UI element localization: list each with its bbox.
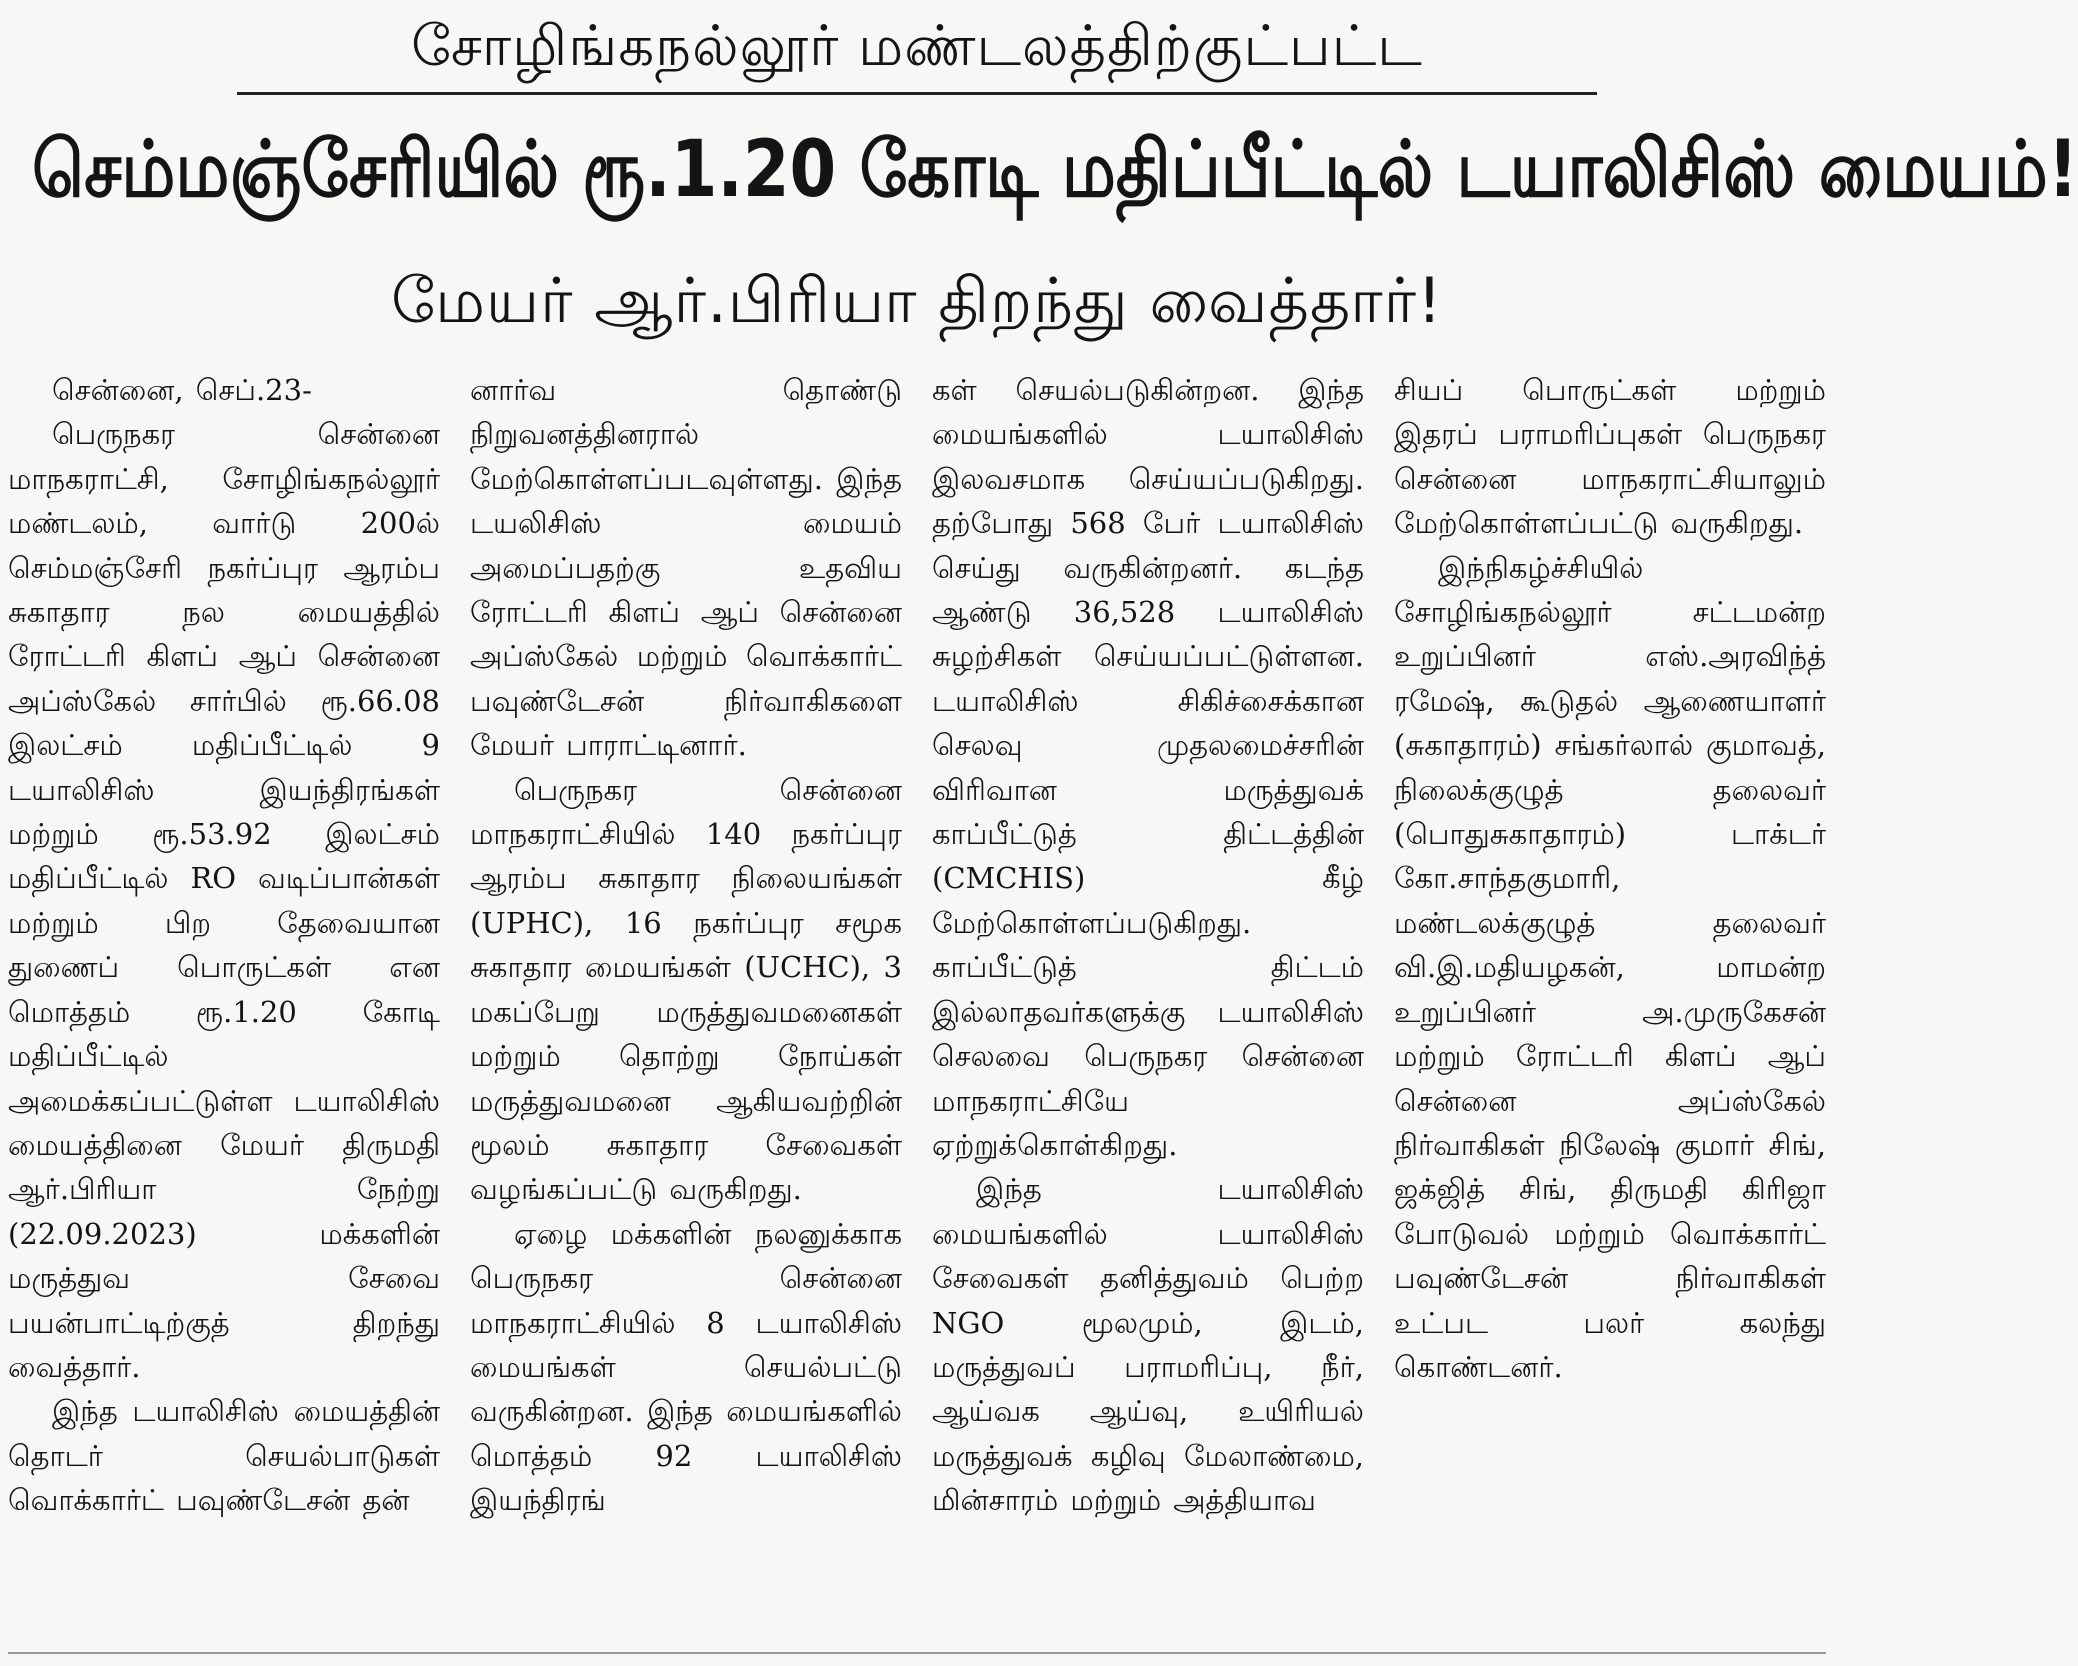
headline: செம்மஞ்சேரியில் ரூ.1.20 கோடி மதிப்பீட்டில் டயாலிசிஸ் மையம்! xyxy=(32,125,2078,215)
paragraph: இந்த டயாலிசிஸ் மையங்களில் டயாலிசிஸ் சேவைகள் தனித்துவம் பெற்ற NGO மூலமும், இடம், மருத்துவப் பராமரிப்பு, நீர், ஆய்வக ஆய்வு, உயிரியல் மருத்துவக் கழிவு மேலாண்மை, மின்சாரம் மற்றும் அத்தியாவ xyxy=(932,1172,1364,1518)
paragraph: ஏழை மக்களின் நலனுக்காக பெருநகர சென்னை மாநகராட்சியில் 8 டயாலிசிஸ் மையங்கள் செயல்பட்டு வருகின்றன. இந்த மையங்களில் மொத்தம் 92 டயாலிசிஸ் இயந்திரங் xyxy=(470,1216,902,1518)
subheadline: மேயர் ஆர்.பிரியா திறந்து வைத்தார்! xyxy=(391,264,1443,337)
column-4 xyxy=(1394,368,1826,1643)
paragraph: பெருநகர சென்னை மாநகராட்சி, சோழிங்கநல்லூர் மண்டலம், வார்டு 200ல் செம்மஞ்சேரி நகர்ப்புர ஆரம்ப சுகாதார நல மையத்தில் ரோட்டரி கிளப் ஆப் சென்னை அப்ஸ்கேல் சார்பில் ரூ.66.08 இலட்சம் மதிப்பீட்டில் 9 டயாலிசிஸ் இயந்திரங்கள் மற்றும் ரூ.53.92 இலட்சம் மதிப்பீட்டில் RO வடிப்பான்கள் மற்றும் பிற தேவையான துணைப் பொருட்கள் என மொத்தம் ரூ.1.20 கோடி மதிப்பீட்டில் அமைக்கப்பட்டுள்ள டயாலிசிஸ் மையத்தினை மேயர் திருமதி ஆர்.பிரியா நேற்று (22.09.2023) மக்களின் மருத்துவ சேவை பயன்பாட்டிற்குத் திறந்து வைத்தார். xyxy=(8,417,440,1384)
column-1 xyxy=(8,368,440,1643)
paragraph: னார்வ தொண்டு நிறுவனத்தினரால் மேற்கொள்ளப்படவுள்ளது. இந்த டயலிசிஸ் மையம் அமைப்பதற்கு உதவிய ரோட்டரி கிளப் ஆப் சென்னை அப்ஸ்கேல் மற்றும் வொக்கார்ட் பவுண்டேசன் நிர்வாகிகளை மேயர் பாராட்டினார். xyxy=(470,373,902,763)
paragraph: கள் செயல்படுகின்றன. இந்த மையங்களில் டயாலிசிஸ் இலவசமாக செய்யப்படுகிறது. தற்போது 568 பேர் டயாலிசிஸ் செய்து வருகின்றனர். கடந்த ஆண்டு 36,528 டயாலிசிஸ் சுழற்சிகள் செய்யப்பட்டுள்ளன. டயாலிசிஸ் சிகிச்சைக்கான செலவு முதலமைச்சரின் விரிவான மருத்துவக் காப்பீட்டுத் திட்டத்தின் (CMCHIS) கீழ் மேற்கொள்ளப்படுகிறது. காப்பீட்டுத் திட்டம் இல்லாதவர்களுக்கு டயாலிசிஸ் செலவை பெருநகர சென்னை மாநகராட்சியே ஏற்றுக்கொள்கிறது. xyxy=(932,373,1364,1162)
bottom-divider xyxy=(8,1652,1826,1654)
column-2 xyxy=(470,368,902,1643)
paragraph: பெருநகர சென்னை மாநகராட்சியில் 140 நகர்ப்புர ஆரம்ப சுகாதார நிலையங்கள் (UPHC), 16 நகர்ப்புர சமூக சுகாதார மையங்கள் (UCHC), 3 மகப்பேறு மருத்துவமனைகள் மற்றும் தொற்று நோய்கள் மருத்துவமனை ஆகியவற்றின் மூலம் சுகாதார சேவைகள் வழங்கப்பட்டு வருகிறது. xyxy=(470,772,902,1207)
paragraph: இந்த டயாலிசிஸ் மையத்தின் தொடர் செயல்பாடுகள் வொக்கார்ட் பவுண்டேசன் தன் xyxy=(8,1394,440,1518)
column-3 xyxy=(932,368,1364,1643)
article-body xyxy=(8,368,1826,1643)
paragraph: சியப் பொருட்கள் மற்றும் இதரப் பராமரிப்புகள் பெருநகர சென்னை மாநகராட்சியாலும் மேற்கொள்ளப்பட்டு வருகிறது. xyxy=(1394,373,1826,541)
kicker-line: சோழிங்கநல்லூர் மண்டலத்திற்குட்பட்ட xyxy=(411,14,1423,79)
paragraph: இந்நிகழ்ச்சியில் சோழிங்கநல்லூர் சட்டமன்ற உறுப்பினர் எஸ்.அரவிந்த் ரமேஷ், கூடுதல் ஆணையாளர் (சுகாதாரம்) சங்கர்லால் குமாவத், நிலைக்குழுத் தலைவர் (பொதுசுகாதாரம்) டாக்டர் கோ.சாந்தகுமாரி, மண்டலக்குழுத் தலைவர் வி.இ.மதியழகன், மாமன்ற உறுப்பினர் அ.முருகேசன் மற்றும் ரோட்டரி கிளப் ஆப் சென்னை அப்ஸ்கேல் நிர்வாகிகள் நிலேஷ் குமார் சிங், ஜக்ஜித் சிங், திருமதி கிரிஜா போடுவல் மற்றும் வொக்கார்ட் பவுண்டேசன் நிர்வாகிகள் உட்பட பலர் கலந்து கொண்டனர். xyxy=(1394,550,1826,1384)
dateline: சென்னை, செப்.23- xyxy=(52,373,312,407)
